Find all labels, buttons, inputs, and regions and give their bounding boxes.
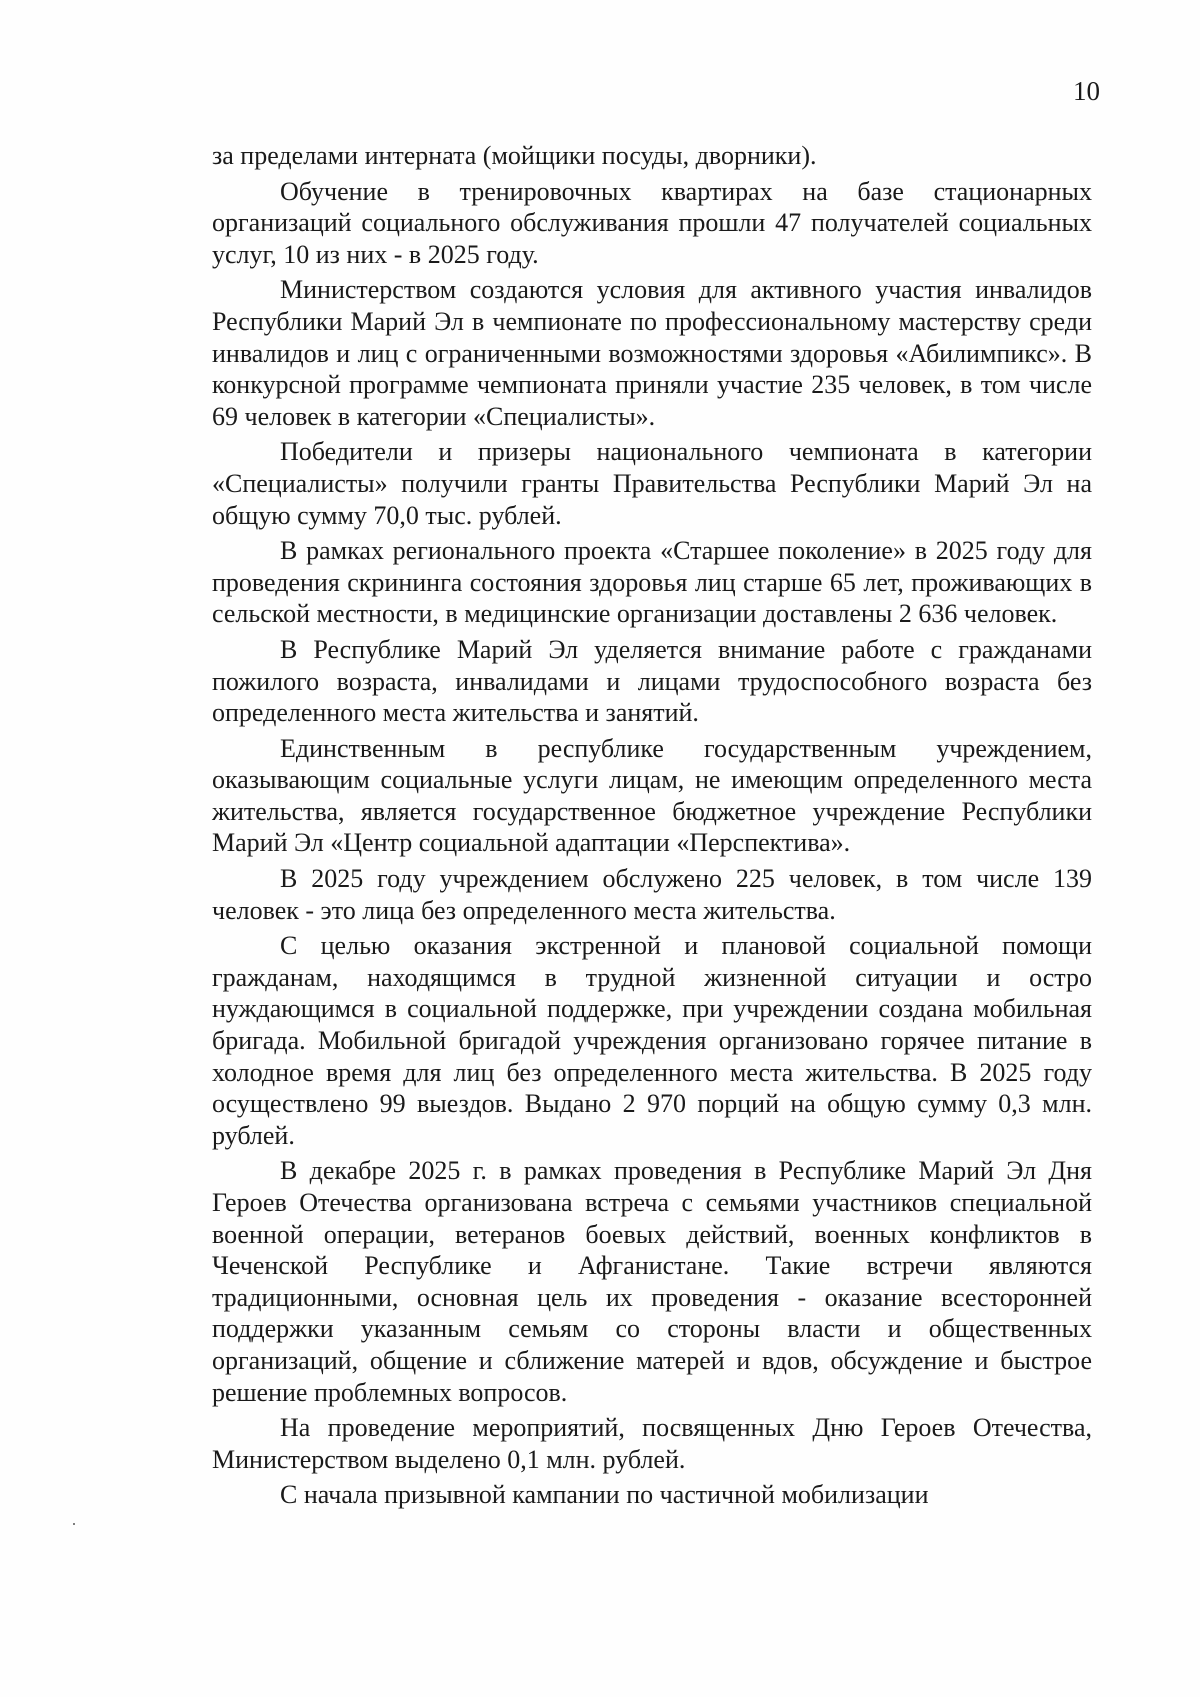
paragraph-mobile-brigade: С целью оказания экстренной и плановой социальной помощи гражданам, находящимся в трудной жизненной ситуации и остро нуждающимся в социальной поддержке, при учреждении создана мобильная бригада. Мобильной бригадой учреждения организовано горячее питание в холодное время для лиц без определенного места жительства. В 2025 году осуществлено 99 выездов. Выдано 2 970 порций на общую сумму 0,3 млн. рублей. — [212, 931, 1092, 1150]
paragraph-abilympics: Министерством создаются условия для активного участия инвалидов Республики Марий Эл в чемпионате по профессиональному мастерству среди инвалидов и лиц с ограниченными возможностями здоровья «Абилимпикс». В конкурсной программе чемпионата приняли участие 235 человек, в том числе 69 человек в категории «Специалисты». — [212, 275, 1092, 431]
paragraph-continuation: за пределами интерната (мойщики посуды, дворники). — [212, 141, 817, 170]
scan-speck — [73, 1523, 75, 1525]
paragraph-training-apartments: Обучение в тренировочных квартирах на базе стационарных организаций социального обслуживания прошли 47 получателей социальных услуг, 10 из них - в 2025 году. — [212, 176, 1092, 269]
paragraph-older-generation: В рамках регионального проекта «Старшее поколение» в 2025 году для проведения скрининга состояния здоровья лиц старше 65 лет, проживающих в сельской местности, в медицинские организации доставлены 2 636 человек. — [212, 536, 1092, 629]
paragraph-heroes-funding: На проведение мероприятий, посвященных Дню Героев Отечества, Министерством выделено 0,1 млн. рублей. — [212, 1413, 1092, 1474]
page-number: 10 — [1073, 76, 1100, 106]
paragraph-mobilization: С начала призывной кампании по частичной мобилизации — [280, 1480, 929, 1510]
paragraph-adaptation-center: Единственным в республике государственным учреждением, оказывающим социальные услуги лицам, не имеющим определенного места жительства, является государственное бюджетное учреждение Республики Марий Эл «Центр социальной адаптации «Перспектива». — [212, 733, 1092, 858]
paragraph-grants: Победители и призеры национального чемпионата в категории «Специалисты» получили гранты Правительства Республики Марий Эл на общую сумму 70,0 тыс. рублей. — [212, 437, 1092, 530]
document-body — [212, 140, 1092, 1515]
paragraph-heroes-day: В декабре 2025 г. в рамках проведения в Республике Марий Эл Дня Героев Отечества организована встреча с семьями участников специальной военной операции, ветеранов боевых действий, военных конфликтов в Чеченской Республике и Афганистане. Такие встречи являются традиционными, основная цель их проведения - оказание всесторонней поддержки указанным семьям со стороны власти и общественных организаций, общение и сближение матерей и вдов, обсуждение и быстрое решение проблемных вопросов. — [212, 1156, 1092, 1407]
paragraph-served-count: В 2025 году учреждением обслужено 225 человек, в том числе 139 человек - это лица без определенного места жительства. — [212, 864, 1092, 925]
paragraph-homeless-work: В Республике Марий Эл уделяется внимание работе с гражданами пожилого возраста, инвалидами и лицами трудоспособного возраста без определенного места жительства и занятий. — [212, 634, 1092, 728]
